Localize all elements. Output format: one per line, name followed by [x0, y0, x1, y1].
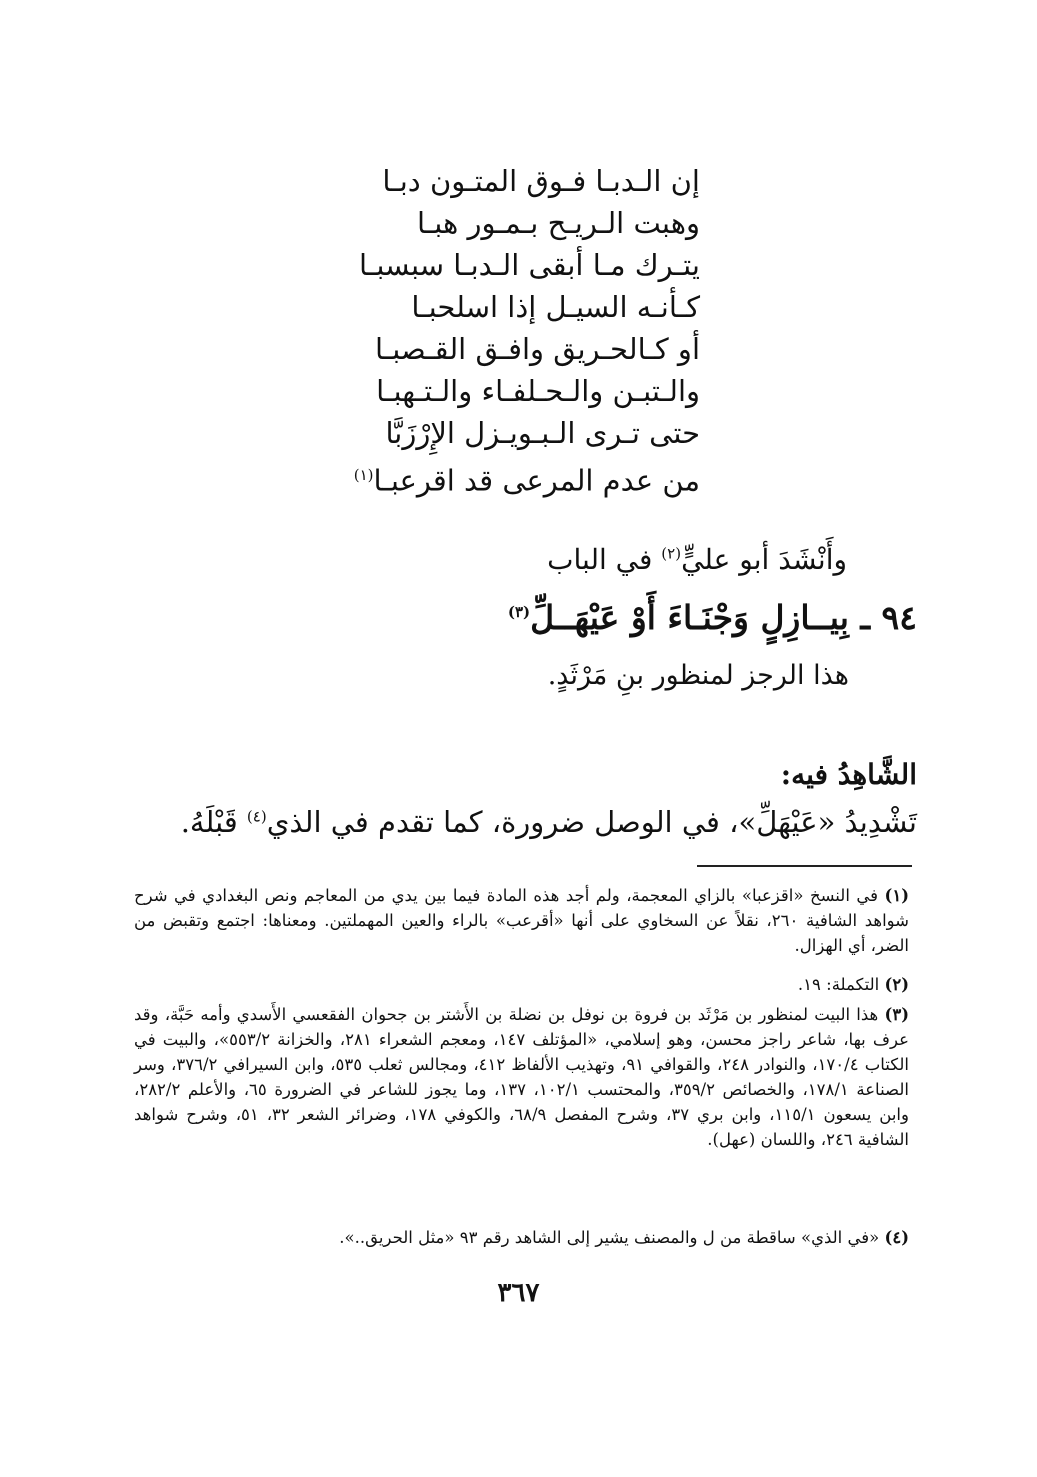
- footnote-text: التكملة: ١٩.: [797, 975, 880, 994]
- footnote-text: في النسخ «اقزعبا» بالزاي المعجمة، ولم أجد هذه المادة فيما بين يدي من المعاجم ونص البغدادي في شرح شواهد الشافية ٢٦٠، نقلاً عن السخاوي على أنها «أقرعب» بالراء والعين المهملتين. ومعناها: اجتمع وتقبض من الضر، أي الهزال.: [134, 886, 910, 955]
- footnote-number: (٤): [884, 1228, 909, 1247]
- footnote-4: [134, 1225, 909, 1250]
- verse-text: من عدم المرعى قد اقرعبـا: [373, 463, 700, 498]
- intro-text: وأَنْشَدَ أبو عليٍّ: [681, 543, 847, 576]
- witness-before: تَشْدِيدُ «عَيْهَلِّ»، في الوصل ضرورة، كما تقدم في الذي: [266, 805, 917, 839]
- attribution: هذا الرجز لمنظور بنِ مَرْثَدٍ.: [547, 660, 849, 691]
- footnote-3: [134, 1002, 909, 1152]
- verse-heading: [508, 598, 917, 637]
- footnote-divider: [697, 865, 912, 867]
- verse-line: كـأنـه السيـل إذا اسلحبـا: [411, 290, 700, 324]
- footnote-number: (٢): [884, 975, 909, 994]
- witness-after: قَبْلَهُ.: [180, 805, 247, 839]
- footnote-ref: (٤): [246, 807, 267, 826]
- footnote-number: (١): [884, 886, 909, 905]
- footnote-ref: (٢): [661, 544, 682, 563]
- poem-verses: [353, 160, 700, 502]
- verse-line: أو كـالحـريق وافـق القـصبـا: [374, 332, 700, 366]
- verse-line: وهبت الـريـح بـمـور هبـا: [416, 206, 700, 240]
- witness-title: الشَّاهِدُ فيه:: [780, 758, 917, 791]
- intro-tail: في الباب: [547, 543, 662, 576]
- footnote-text: هذا البيت لمنظور بن مَرْثَد بن فروة بن نوفل بن نضلة بن الأَشتر بن جحوان الفقعسي الأَسدي وأمه حَبَّة، وقد عرف بها، شاعر راجز محسن، وهو إسلامي، «المؤتلف ١٤٧، ومعجم الشعراء ٢٨١، والخزانة ٥٥٣/٢»، والبيت في الكتاب ١٧٠/٤، والنوادر ٢٤٨، والقوافي ٩١، وتهذيب الألفاظ ٤١٢، ومجالس ثعلب ٥٣٥، وابن السيرافي ٣٧٦/٢، وسر الصناعة ١٧٨/١، والخصائص ٣٥٩/٢، والمحتسب ١٠٢/١، ١٣٧، وما يجوز للشاعر في الضرورة ٦٥، والأعلم ٢٨٢/٢، وابن يسعون ١١٥/١، وابن بري ٣٧، وشرح المفصل ٦٨/٩، والكوفي ١٧٨، وضرائر الشعر ٣٢، ٥١، وشرح شواهد الشافية ٢٤٦، واللسان (عهل).: [134, 1005, 909, 1149]
- verse-line: والـتبـن والـحـلفـاء والـتـهبـا: [376, 374, 700, 408]
- footnote-ref: (١): [353, 466, 374, 484]
- footnote-2: [134, 972, 909, 997]
- footnote-ref: (٣): [507, 603, 531, 621]
- intro-line: [547, 543, 847, 576]
- witness-text: [181, 805, 917, 839]
- footnote-number: (٣): [884, 1005, 909, 1024]
- page-number: ٣٦٧: [497, 1278, 540, 1308]
- verse-line: حتى تـرى الـبـويـزل الإِرْزَبَّا: [385, 416, 700, 450]
- heading-text: ٩٤ ـ بِيــازِلٍ وَجْنَـاءَ أَوْ عَيْهَــلِّ: [530, 598, 917, 637]
- footnote-1: [134, 883, 909, 958]
- verse-line: إن الـدبـا فـوق المتـون دبـا: [382, 164, 700, 198]
- verse-line-last: [353, 454, 700, 502]
- footnote-text: «في الذي» ساقطة من ل والمصنف يشير إلى الشاهد رقم ٩٣ «مثل الحريق..».: [339, 1228, 880, 1247]
- verse-line: يتـرك مـا أبقى الـدبـا سبسبـا: [359, 248, 700, 282]
